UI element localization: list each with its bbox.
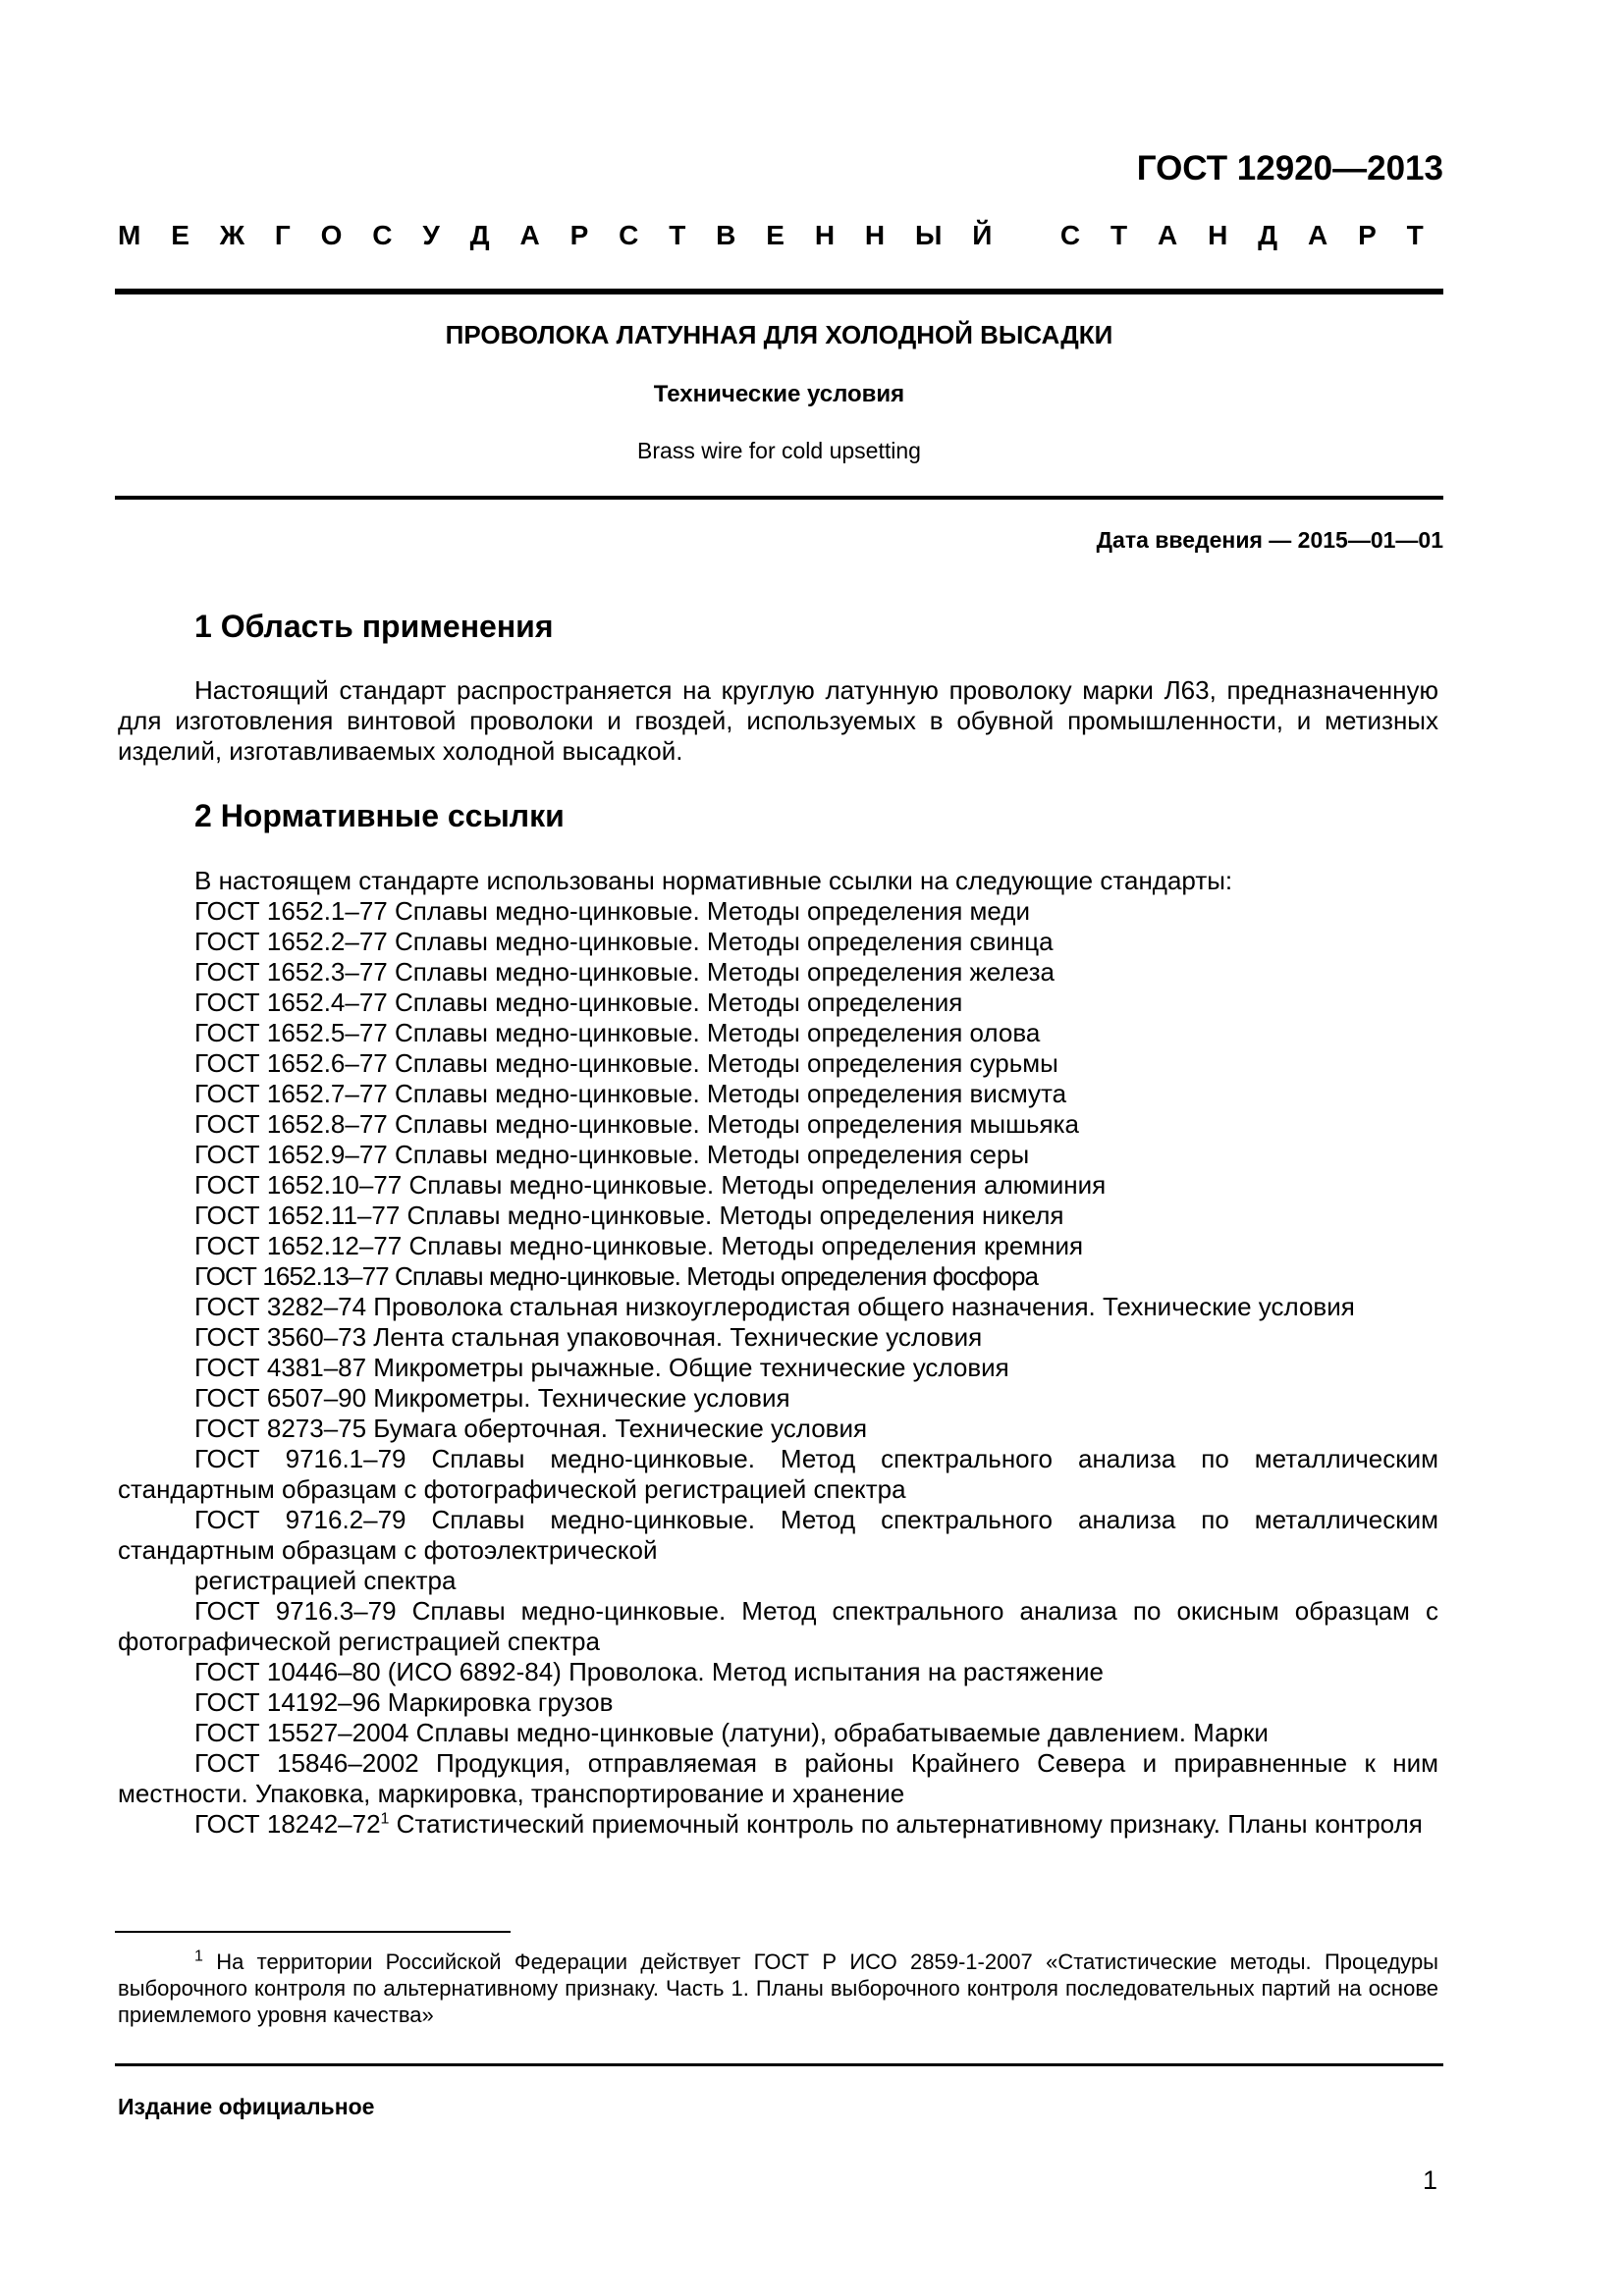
reference-item-with-footnote	[118, 1809, 1438, 1840]
reference-item: ГОСТ 1652.11–77 Сплавы медно-цинковые. Методы определения никеля	[194, 1201, 1064, 1230]
banner-letter: Т	[1110, 220, 1128, 250]
reference-item: ГОСТ 6507–90 Микрометры. Технические условия	[194, 1383, 790, 1413]
document-title: ПРОВОЛОКА ЛАТУННАЯ ДЛЯ ХОЛОДНОЙ ВЫСАДКИ	[445, 320, 1113, 349]
banner-letter: У	[422, 220, 440, 250]
footnote-text: На территории Российской Федерации действует ГОСТ Р ИСО 2859-1-2007 «Статистические методы. Процедуры выборочного контроля по альтернативному признаку. Часть 1. Планы выборочного контроля последовательных партий на основе приемлемого уровня качества»	[118, 1949, 1438, 2027]
banner-letter: Д	[1258, 220, 1278, 250]
reference-item: ГОСТ 9716.1–79 Сплавы медно-цинковые. Метод спектрального анализа по металлическим стандартным образцам с фотографической регистрацией спектра	[118, 1444, 1438, 1504]
section-2-heading: 2 Нормативные ссылки	[194, 798, 565, 833]
official-edition-label: Издание официальное	[118, 2094, 375, 2119]
banner-letter: С	[372, 220, 393, 250]
reference-item: ГОСТ 1652.5–77 Сплавы медно-цинковые. Методы определения олова	[194, 1018, 1041, 1047]
reference-item: ГОСТ 4381–87 Микрометры рычажные. Общие технические условия	[194, 1353, 1009, 1382]
reference-code: ГОСТ 18242–72	[194, 1809, 381, 1839]
reference-item: ГОСТ 1652.3–77 Сплавы медно-цинковые. Методы определения железа	[194, 957, 1055, 987]
banner-letter: В	[716, 220, 736, 250]
banner-letter: Д	[469, 220, 490, 250]
footnote-text-block	[118, 1949, 1438, 2028]
reference-item: ГОСТ 1652.7–77 Сплавы медно-цинковые. Методы определения висмута	[194, 1079, 1067, 1108]
document-code: ГОСТ 12920—2013	[1136, 149, 1443, 187]
references-intro: В настоящем стандарте использованы нормативные ссылки на следующие стандарты:	[194, 866, 1233, 895]
banner-letter: А	[1157, 220, 1178, 250]
banner-spacer	[1022, 220, 1030, 251]
reference-item: ГОСТ 1652.2–77 Сплавы медно-цинковые. Методы определения свинца	[194, 927, 1054, 956]
banner-letter: М	[118, 220, 141, 250]
banner-letter: Ж	[219, 220, 245, 250]
reference-item: ГОСТ 3560–73 Лента стальная упаковочная. Технические условия	[194, 1322, 983, 1352]
banner-letter: Н	[1208, 220, 1228, 250]
banner-letter: А	[1307, 220, 1328, 250]
banner-letter: Т	[1406, 220, 1424, 250]
reference-item: ГОСТ 1652.10–77 Сплавы медно-цинковые. Методы определения алюминия	[194, 1170, 1107, 1200]
banner-letter: С	[1059, 220, 1081, 250]
banner-letter: Й	[972, 220, 993, 250]
reference-item: ГОСТ 9716.2–79 Сплавы медно-цинковые. Метод спектрального анализа по металлическим стандартным образцам с фотоэлектрической	[118, 1505, 1438, 1565]
page-number: 1	[1422, 2165, 1437, 2195]
banner-letter: Е	[766, 220, 785, 250]
reference-item: ГОСТ 1652.13–77 Сплавы медно-цинковые. Методы определения фосфора	[194, 1261, 1039, 1291]
section-1-heading: 1 Область применения	[194, 609, 554, 644]
english-title: Brass wire for cold upsetting	[637, 438, 921, 463]
introduction-date: Дата введения — 2015—01—01	[1096, 527, 1443, 553]
footnote-number: 1	[194, 1948, 203, 1965]
section-1-body	[118, 675, 1438, 767]
banner-letter: Ы	[915, 220, 943, 250]
footnote	[118, 1949, 1438, 2028]
banner-letter: Т	[669, 220, 686, 250]
reference-item: ГОСТ 14192–96 Маркировка грузов	[194, 1687, 614, 1717]
reference-item: ГОСТ 1652.4–77 Сплавы медно-цинковые. Методы определения	[194, 988, 963, 1017]
banner-letter: А	[519, 220, 540, 250]
footnote-mark: 1	[380, 1810, 390, 1828]
top-divider	[115, 289, 1443, 294]
reference-item: ГОСТ 8273–75 Бумага оберточная. Технические условия	[194, 1414, 868, 1443]
banner-letter: Е	[171, 220, 189, 250]
banner-letter: Н	[814, 220, 836, 250]
title-divider	[115, 496, 1443, 500]
banner-letter: Г	[274, 220, 291, 250]
reference-item: ГОСТ 15527–2004 Сплавы медно-цинковые (латуни), обрабатываемые давлением. Марки	[194, 1718, 1269, 1747]
banner-letter: Р	[1358, 220, 1377, 250]
banner-letter: О	[320, 220, 343, 250]
reference-item: ГОСТ 1652.8–77 Сплавы медно-цинковые. Методы определения мышьяка	[194, 1109, 1079, 1139]
reference-item: ГОСТ 1652.1–77 Сплавы медно-цинковые. Методы определения меди	[194, 896, 1030, 926]
reference-item: ГОСТ 15846–2002 Продукция, отправляемая в районы Крайнего Севера и приравненные к ним местности. Упаковка, маркировка, транспортирование и хранение	[118, 1748, 1438, 1808]
reference-item: ГОСТ 10446–80 (ИСО 6892-84) Проволока. Метод испытания на растяжение	[194, 1657, 1104, 1686]
reference-item: ГОСТ 3282–74 Проволока стальная низкоуглеродистая общего назначения. Технические условия	[194, 1292, 1355, 1321]
section-1-text: Настоящий стандарт распространяется на круглую латунную проволоку марки Л63, предназначенную для изготовления винтовой проволоки и гвоздей, используемых в обувной промышленности, и метизных изделий, изготавливаемых холодной высадкой.	[118, 675, 1438, 766]
reference-item: ГОСТ 1652.12–77 Сплавы медно-цинковые. Методы определения кремния	[194, 1231, 1084, 1260]
reference-item-continuation: регистрацией спектра	[194, 1566, 457, 1595]
document-subtitle: Технические условия	[653, 381, 905, 407]
banner-letter: С	[619, 220, 639, 250]
reference-text: Статистический приемочный контроль по альтернативному признаку. Планы контроля	[389, 1809, 1423, 1839]
interstate-standard-banner	[118, 220, 1424, 251]
banner-letter: Н	[864, 220, 886, 250]
reference-item: ГОСТ 9716.3–79 Сплавы медно-цинковые. Метод спектрального анализа по окисным образцам с фотографической регистрацией спектра	[118, 1596, 1438, 1656]
banner-letter: Р	[569, 220, 589, 250]
reference-item: ГОСТ 1652.6–77 Сплавы медно-цинковые. Методы определения сурьмы	[194, 1048, 1058, 1078]
footnote-separator	[115, 1931, 511, 1933]
section-2-body	[118, 866, 1438, 1840]
reference-item: ГОСТ 1652.9–77 Сплавы медно-цинковые. Методы определения серы	[194, 1140, 1030, 1169]
footer-divider	[115, 2063, 1443, 2066]
